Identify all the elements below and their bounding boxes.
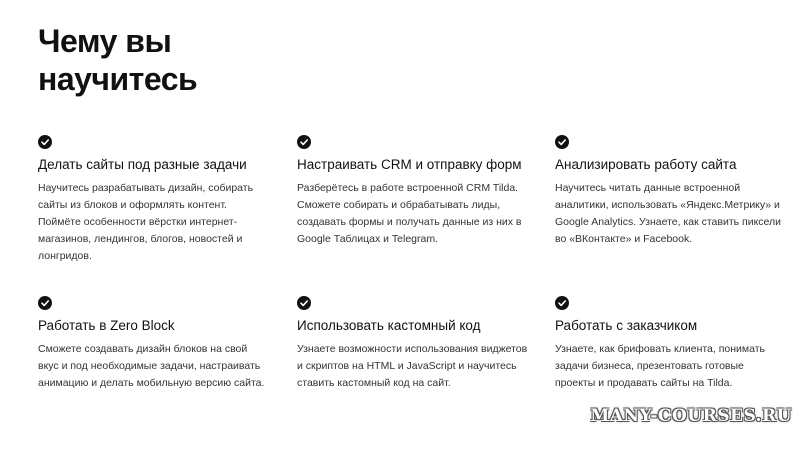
feature-item: [38, 296, 268, 389]
feature-description: Разберётесь в работе встроенной CRM Tilda. Сможете собирать и обрабатывать лиды, создавать формы и получать данные из них в Google Таблицах и Telegram.: [297, 182, 522, 245]
feature-description: Узнаете возможности использования виджетов и скриптов на HTML и JavaScript и научитесь ставить кастомный код на сайт.: [297, 343, 528, 389]
check-circle-icon: [297, 135, 311, 149]
check-circle-icon: [38, 296, 52, 310]
feature-title: Делать сайты под разные задачи: [38, 157, 247, 172]
page-title: [38, 22, 358, 98]
check-circle-icon: [38, 135, 52, 149]
feature-title: Работать в Zero Block: [38, 318, 175, 333]
feature-description: Сможете создавать дизайн блоков на свой вкус и под необходимые задачи, настраивать анимацию и делать мобильную версию сайта.: [38, 343, 265, 389]
feature-description: Узнаете, как брифовать клиента, понимать задачи бизнеса, презентовать готовые проекты и продавать сайты на Tilda.: [555, 343, 766, 389]
feature-title: Настраивать CRM и отправку форм: [297, 157, 522, 172]
feature-description: Научитесь разрабатывать дизайн, собирать сайты из блоков и оформлять контент. Поймёте особенности вёрстки интернет-магазинов, лендингов, блогов, новостей и лонгридов.: [38, 182, 254, 262]
page-title-line-1: Чему вы: [38, 23, 172, 59]
feature-item: [38, 135, 268, 262]
check-circle-icon: [555, 296, 569, 310]
feature-item: [297, 296, 528, 389]
feature-title: Работать с заказчиком: [555, 318, 698, 333]
feature-title: Анализировать работу сайта: [555, 157, 737, 172]
watermark: MANY-COURSES.RU: [590, 406, 792, 426]
feature-title: Использовать кастомный код: [297, 318, 481, 333]
check-circle-icon: [555, 135, 569, 149]
page-title-line-2: научитесь: [38, 61, 198, 97]
feature-item: [297, 135, 527, 245]
check-circle-icon: [297, 296, 311, 310]
feature-item: [555, 296, 785, 389]
feature-item: [555, 135, 785, 245]
feature-description: Научитесь читать данные встроенной аналитики, использовать «Яндекс.Метрику» и Google Analytics. Узнаете, как ставить пиксели во «ВКонтакте» и Facebook.: [555, 182, 782, 245]
